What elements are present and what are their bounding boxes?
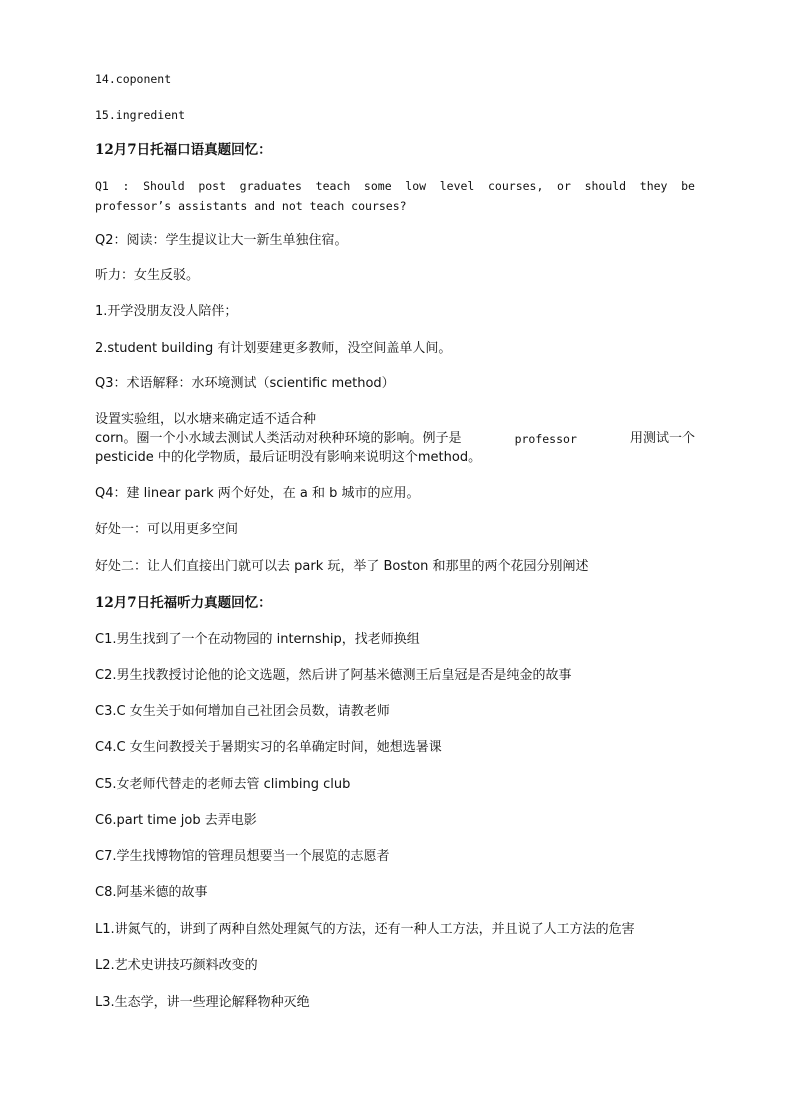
q3-segment: corn。圈一个小水域去测试人类活动对秧种环境的影响。例子是 bbox=[95, 431, 462, 446]
q1-word: Should bbox=[143, 179, 185, 193]
conversation-c5: C5.女老师代替走的老师去管 climbing club bbox=[95, 777, 351, 792]
q3-paragraph-line-3: pesticide 中的化学物质，最后证明没有影响来说明这个method。 bbox=[95, 450, 482, 465]
list-item-15: 15.ingredient bbox=[95, 108, 186, 122]
q1-word: Q1 bbox=[95, 179, 109, 193]
point-1: 1.开学没朋友没人陪伴； bbox=[95, 304, 238, 319]
q1-word: level bbox=[439, 179, 475, 193]
q1-word: post bbox=[198, 179, 227, 193]
q1-line-1 bbox=[95, 176, 695, 196]
q3-segment: 用测试一个 bbox=[629, 431, 695, 446]
benefit-1: 好处一：可以用更多空间 bbox=[95, 522, 239, 537]
q1-word: or bbox=[557, 179, 571, 193]
q1-word: graduates bbox=[239, 179, 302, 193]
conversation-c8: C8.阿基米德的故事 bbox=[95, 885, 208, 900]
q3-paragraph-line-2 bbox=[95, 429, 695, 449]
conversation-c4: C4.C 女生问教授关于暑期实习的名单确定时间，她想选暑课 bbox=[95, 740, 442, 755]
section-heading-speaking: 12月7日托福口语真题回忆： bbox=[95, 142, 272, 158]
listening-text: 听力：女生反驳。 bbox=[95, 268, 200, 283]
conversation-c2: C2.男生找教授讨论他的论文选题，然后讲了阿基米德测王后皇冠是否是纯金的故事 bbox=[95, 668, 572, 683]
q1-word: they bbox=[639, 179, 668, 193]
q1-word: be bbox=[681, 179, 695, 193]
q1-line-2: professor’s assistants and not teach courses? bbox=[95, 199, 407, 213]
conversation-c1: C1.男生找到了一个在动物园的 internship，找老师换组 bbox=[95, 632, 420, 647]
conversation-c6: C6.part time job 去弄电影 bbox=[95, 813, 257, 828]
point-2: 2.student building 有计划要建更多教师，没空间盖单人间。 bbox=[95, 341, 452, 356]
q2-text: Q2：阅读：学生提议让大一新生单独住宿。 bbox=[95, 233, 348, 248]
lecture-l3: L3.生态学，讲一些理论解释物种灭绝 bbox=[95, 995, 310, 1010]
q1-word: should bbox=[584, 179, 627, 193]
q3-text: Q3：术语解释：水环境测试（scientific method） bbox=[95, 376, 395, 391]
q1-word: some bbox=[363, 179, 392, 193]
q1-word: low bbox=[405, 179, 427, 193]
conversation-c7: C7.学生找博物馆的管理员想要当一个展览的志愿者 bbox=[95, 849, 390, 864]
conversation-c3: C3.C 女生关于如何增加自己社团会员数，请教老师 bbox=[95, 704, 390, 719]
benefit-2: 好处二：让人们直接出门就可以去 park 玩，举了 Boston 和那里的两个花园分别阐述 bbox=[95, 559, 589, 574]
lecture-l1: L1.讲氮气的，讲到了两种自然处理氮气的方法，还有一种人工方法，并且说了人工方法的危害 bbox=[95, 922, 635, 937]
q3-paragraph-line-1: 设置实验组，以水塘来确定适不适合种 bbox=[95, 412, 317, 427]
section-heading-listening: 12月7日托福听力真题回忆： bbox=[95, 595, 272, 611]
q1-word: : bbox=[122, 179, 130, 193]
q4-text: Q4：建 linear park 两个好处，在 a 和 b 城市的应用。 bbox=[95, 486, 420, 501]
q3-segment: professor bbox=[514, 432, 577, 446]
q1-word: courses, bbox=[488, 179, 544, 193]
list-item-14: 14.coponent bbox=[95, 72, 172, 86]
q1-word: teach bbox=[315, 179, 351, 193]
lecture-l2: L2.艺术史讲技巧颜料改变的 bbox=[95, 958, 258, 973]
